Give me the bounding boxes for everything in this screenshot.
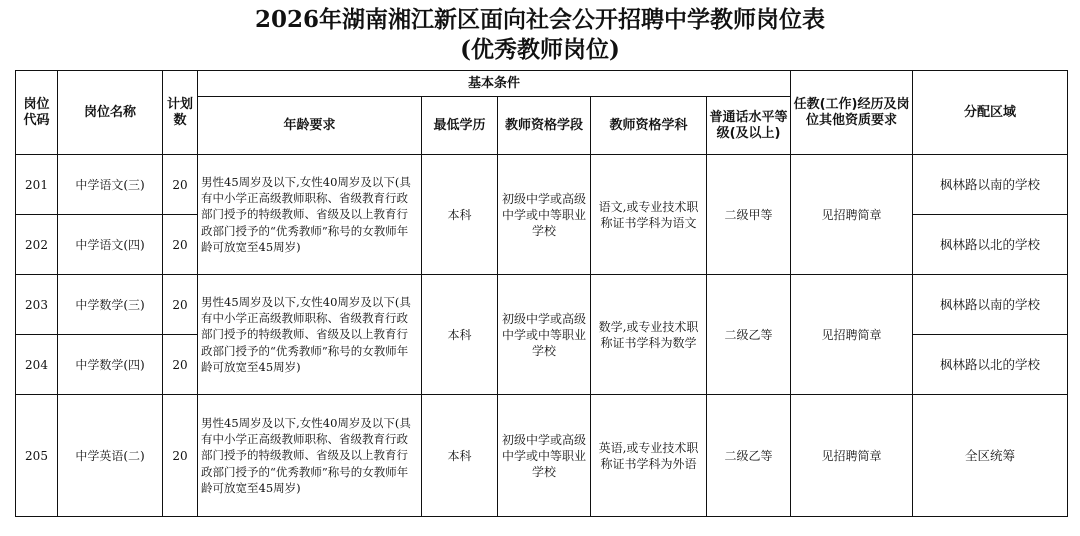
assignment-area: 枫林路以南的学校 <box>913 155 1068 215</box>
age-requirement: 男性45周岁及以下,女性40周岁及以下(具有中小学正高级教师职称、省级教育行政部门授予的特级教师、省级及以上教育行政部门授予的“优秀教师”称号的女教师年龄可放宽至45周岁) <box>198 395 422 517</box>
position-plan: 20 <box>163 215 198 275</box>
page-title: 2026年湖南湘江新区面向社会公开招聘中学教师岗位表 <box>254 6 825 33</box>
min-education: 本科 <box>422 275 498 395</box>
position-code: 203 <box>16 275 58 335</box>
assignment-area: 枫林路以南的学校 <box>913 275 1068 335</box>
mandarin-level: 二级甲等 <box>707 155 791 275</box>
cert-level: 初级中学或高级中学或中等职业学校 <box>498 275 591 395</box>
table-row <box>16 395 1068 517</box>
age-requirement: 男性45周岁及以下,女性40周岁及以下(具有中小学正高级教师职称、省级教育行政部门授予的特级教师、省级及以上教育行政部门授予的“优秀教师”称号的女教师年龄可放宽至45周岁) <box>198 155 422 275</box>
header-basic-conditions: 基本条件 <box>198 71 791 97</box>
table-row <box>16 275 1068 335</box>
experience-requirement: 见招聘简章 <box>791 275 913 395</box>
header-cert-level: 教师资格学段 <box>498 97 591 155</box>
min-education: 本科 <box>422 395 498 517</box>
table-row <box>16 155 1068 215</box>
positions-table <box>15 70 1068 517</box>
position-plan: 20 <box>163 275 198 335</box>
position-code: 202 <box>16 215 58 275</box>
header-cert-subject: 教师资格学科 <box>591 97 707 155</box>
age-requirement: 男性45周岁及以下,女性40周岁及以下(具有中小学正高级教师职称、省级教育行政部门授予的特级教师、省级及以上教育行政部门授予的“优秀教师”称号的女教师年龄可放宽至45周岁) <box>198 275 422 395</box>
header-name: 岗位名称 <box>58 71 163 155</box>
position-plan: 20 <box>163 155 198 215</box>
header-area: 分配区域 <box>913 71 1068 155</box>
position-name: 中学数学(四) <box>58 335 163 395</box>
header-plan: 计划数 <box>163 71 198 155</box>
position-plan: 20 <box>163 335 198 395</box>
header-age: 年龄要求 <box>198 97 422 155</box>
assignment-area: 全区统筹 <box>913 395 1068 517</box>
header-mandarin: 普通话水平等级(及以上) <box>707 97 791 155</box>
cert-subject: 语文,或专业技术职称证书学科为语文 <box>591 155 707 275</box>
position-code: 205 <box>16 395 58 517</box>
cert-subject: 数学,或专业技术职称证书学科为数学 <box>591 275 707 395</box>
position-name: 中学语文(三) <box>58 155 163 215</box>
position-code: 204 <box>16 335 58 395</box>
mandarin-level: 二级乙等 <box>707 395 791 517</box>
position-plan: 20 <box>163 395 198 517</box>
experience-requirement: 见招聘简章 <box>791 395 913 517</box>
assignment-area: 枫林路以北的学校 <box>913 215 1068 275</box>
cert-level: 初级中学或高级中学或中等职业学校 <box>498 395 591 517</box>
position-code: 201 <box>16 155 58 215</box>
cert-level: 初级中学或高级中学或中等职业学校 <box>498 155 591 275</box>
position-name: 中学语文(四) <box>58 215 163 275</box>
position-name: 中学英语(二) <box>58 395 163 517</box>
cert-subject: 英语,或专业技术职称证书学科为外语 <box>591 395 707 517</box>
header-code: 岗位代码 <box>16 71 58 155</box>
page-subtitle: (优秀教师岗位) <box>460 36 620 63</box>
assignment-area: 枫林路以北的学校 <box>913 335 1068 395</box>
header-row-1 <box>16 71 1068 97</box>
header-edu: 最低学历 <box>422 97 498 155</box>
min-education: 本科 <box>422 155 498 275</box>
mandarin-level: 二级乙等 <box>707 275 791 395</box>
experience-requirement: 见招聘简章 <box>791 155 913 275</box>
header-experience: 任教(工作)经历及岗位其他资质要求 <box>791 71 913 155</box>
position-name: 中学数学(三) <box>58 275 163 335</box>
